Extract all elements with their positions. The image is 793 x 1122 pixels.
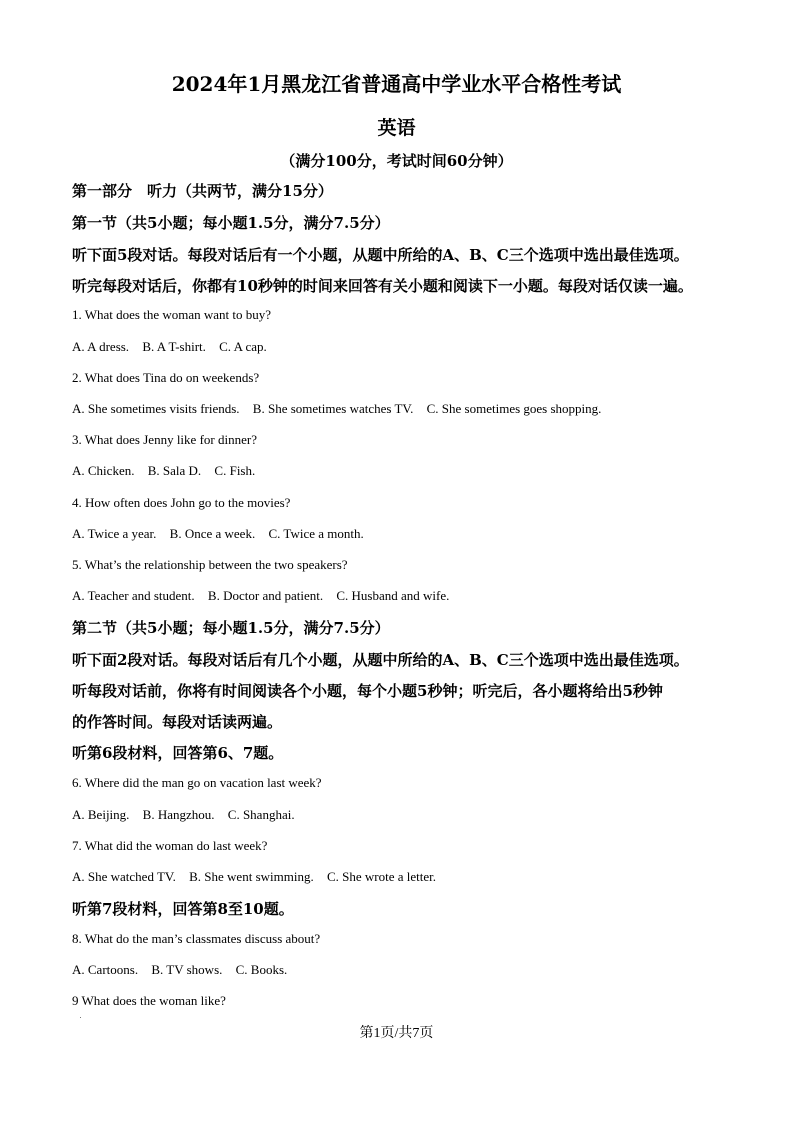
question-4: 4. How often does John go to the movies? — [72, 495, 291, 510]
option-a: A. She sometimes visits friends. — [72, 401, 240, 416]
section2-instruction-3: 的作答时间。每段对话读两遍。 — [72, 713, 283, 731]
question-5: 5. What’s the relationship between the two speakers? — [72, 557, 348, 572]
section1-instruction-2: 听完每段对话后，你都有10秒钟的时间来回答有关小题和阅读下一小题。每段对话仅读一遍。 — [72, 277, 693, 295]
option-b: B. She sometimes watches TV. — [252, 401, 414, 416]
option-c: C. Shanghai. — [227, 807, 295, 822]
question-3-options — [72, 463, 265, 479]
option-b: B. Hangzhou. — [142, 807, 215, 822]
question-6: 6. Where did the man go on vacation last week? — [72, 775, 322, 790]
option-b: B. She went swimming. — [189, 869, 314, 884]
option-c: C. A cap. — [219, 339, 267, 354]
question-5-options — [72, 588, 459, 604]
question-8-options — [72, 962, 297, 978]
option-b: B. Once a week. — [169, 526, 256, 541]
option-c: C. Fish. — [214, 463, 256, 478]
question-9: 9 What does the woman like? — [72, 993, 226, 1008]
part1-heading: 第一部分 听力（共两节，满分15分） — [72, 182, 333, 200]
option-a: A. A dress. — [72, 339, 130, 354]
page-number: 第1页/共7页 — [359, 1026, 434, 1041]
question-7: 7. What did the woman do last week? — [72, 838, 268, 853]
question-3: 3. What does Jenny like for dinner? — [72, 432, 257, 447]
option-c: C. She sometimes goes shopping. — [426, 401, 602, 416]
section2-instruction-2: 听每段对话前，你将有时间阅读各个小题，每个小题5秒钟；听完后，各小题将给出5秒钟 — [72, 682, 663, 700]
option-a: A. Beijing. — [72, 807, 130, 822]
exam-title: 2024年1月黑龙江省普通高中学业水平合格性考试 — [171, 72, 622, 96]
question-2-options — [72, 401, 611, 417]
option-c: C. Twice a month. — [268, 526, 364, 541]
material-6-heading: 听第6段材料，回答第6、7题。 — [72, 744, 284, 762]
material-7-heading: 听第7段材料，回答第8至10题。 — [72, 900, 294, 918]
option-c: C. Books. — [235, 962, 288, 977]
section2-instruction-1: 听下面2段对话。每段对话后有几个小题，从题中所给的A、B、C三个选项中选出最佳选项。 — [72, 651, 689, 669]
section1-heading: 第一节（共5小题；每小题1.5分，满分7.5分） — [72, 214, 390, 232]
section1-instruction-1: 听下面5段对话。每段对话后有一个小题，从题中所给的A、B、C三个选项中选出最佳选项。 — [72, 246, 689, 264]
option-b: B. Sala D. — [147, 463, 202, 478]
page-speck — [80, 1017, 81, 1018]
question-6-options — [72, 807, 305, 823]
question-1: 1. What does the woman want to buy? — [72, 307, 272, 322]
option-a: A. Chicken. — [72, 463, 135, 478]
question-2: 2. What does Tina do on weekends? — [72, 370, 260, 385]
subject-title: 英语 — [377, 117, 416, 139]
option-c: C. Husband and wife. — [336, 588, 450, 603]
option-a: A. Twice a year. — [72, 526, 157, 541]
section2-heading: 第二节（共5小题；每小题1.5分，满分7.5分） — [72, 619, 390, 637]
option-c: C. She wrote a letter. — [326, 869, 436, 884]
option-b: B. A T-shirt. — [142, 339, 206, 354]
question-1-options — [72, 339, 277, 355]
question-7-options — [72, 869, 446, 885]
option-b: B. Doctor and patient. — [207, 588, 324, 603]
question-4-options — [72, 526, 374, 542]
exam-note: （满分100分，考试时间60分钟） — [280, 152, 513, 170]
option-a: A. She watched TV. — [72, 869, 176, 884]
option-b: B. TV shows. — [151, 962, 223, 977]
option-a: A. Cartoons. — [72, 962, 139, 977]
question-8: 8. What do the man’s classmates discuss about? — [72, 931, 321, 946]
option-a: A. Teacher and student. — [72, 588, 195, 603]
